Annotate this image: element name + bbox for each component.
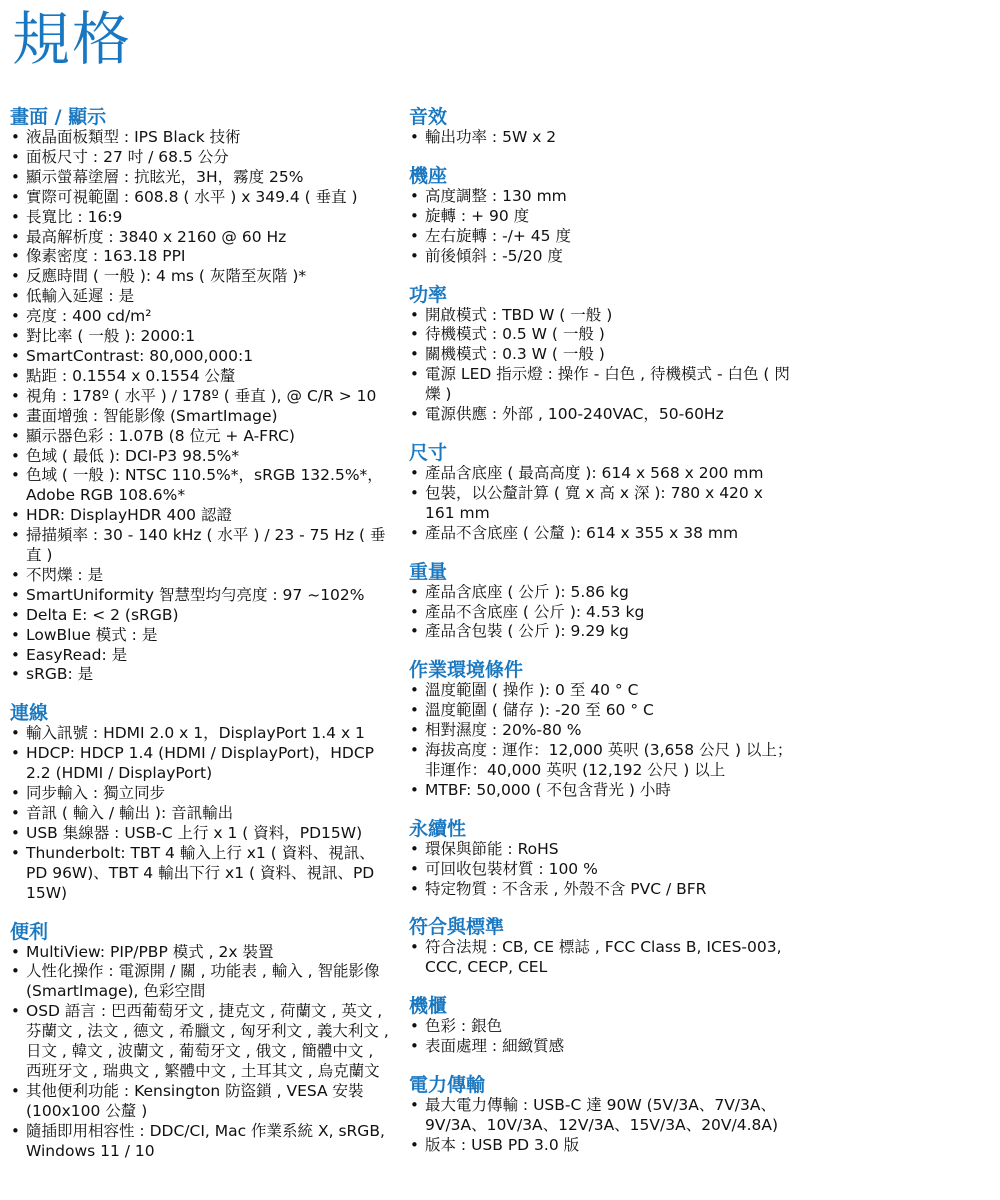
spec-item: • USB 集線器 : USB-C 上行 x 1 ( 資料，PD15W) [10, 824, 392, 844]
spec-item: • 像素密度 : 163.18 PPI [10, 247, 392, 267]
spec-item: • 同步輸入 : 獨立同步 [10, 784, 392, 804]
spec-list [409, 306, 794, 425]
spec-item: • 最高解析度 : 3840 x 2160 @ 60 Hz [10, 228, 392, 248]
section-title: 符合與標準 [409, 916, 505, 939]
spec-item: • 產品不含底座 ( 公釐 ): 614 x 355 x 38 mm [409, 524, 794, 544]
spec-section [409, 165, 794, 267]
left-column [10, 106, 392, 1179]
section-title: 畫面 / 顯示 [10, 106, 107, 128]
spec-section [409, 106, 794, 148]
spec-item: • 反應時間 ( 一般 ): 4 ms ( 灰階至灰階 )* [10, 267, 392, 287]
spec-section [409, 442, 794, 544]
spec-item: • 不閃爍 : 是 [10, 566, 392, 586]
section-title: 功率 [409, 283, 448, 306]
spec-item: • 輸入訊號 : HDMI 2.0 x 1，DisplayPort 1.4 x 1 [10, 724, 392, 744]
spec-item: • 可回收包裝材質 : 100 % [409, 860, 794, 880]
spec-item: • 關機模式 : 0.3 W ( 一般 ) [409, 345, 794, 365]
spec-item: • 點距 : 0.1554 x 0.1554 公釐 [10, 367, 392, 387]
spec-item: • MTBF: 50,000 ( 不包含背光 ) 小時 [409, 781, 794, 801]
spec-item: • 版本 : USB PD 3.0 版 [409, 1136, 794, 1156]
spec-item: • 長寬比 : 16:9 [10, 208, 392, 228]
spec-item: • 掃描頻率 : 30 - 140 kHz ( 水平 ) / 23 - 75 Hz ( 垂直 ) [10, 526, 392, 566]
spec-item: • 產品含包裝 ( 公斤 ): 9.29 kg [409, 622, 794, 642]
spec-list [10, 724, 392, 903]
right-column [409, 106, 794, 1173]
spec-item: • 左右旋轉 : -/+ 45 度 [409, 227, 794, 247]
spec-item: • 溫度範圍 ( 操作 ): 0 至 40 ° C [409, 681, 794, 701]
section-title: 連線 [10, 702, 49, 725]
section-title: 重量 [409, 560, 448, 583]
spec-item: • 環保與節能 : RoHS [409, 840, 794, 860]
spec-item: • 溫度範圍 ( 儲存 ): -20 至 60 ° C [409, 701, 794, 721]
spec-item: • 低輸入延遲 : 是 [10, 287, 392, 307]
spec-section [10, 702, 392, 903]
spec-item: • Delta E: < 2 (sRGB) [10, 606, 392, 626]
spec-section [409, 995, 794, 1057]
spec-item: • 人性化操作 : 電源開 / 關 , 功能表 , 輸入 , 智能影像 (SmartImage), 色彩空間 [10, 962, 392, 1002]
spec-item: • 高度調整 : 130 mm [409, 187, 794, 207]
spec-section [10, 921, 392, 1162]
spec-item: • 亮度 : 400 cd/m² [10, 307, 392, 327]
spec-item: • 液晶面板類型 : IPS Black 技術 [10, 128, 392, 148]
spec-list [409, 464, 794, 544]
spec-section [409, 916, 794, 978]
spec-item: • Thunderbolt: TBT 4 輸入上行 x1 ( 資料、視訊、PD 96W)、TBT 4 輸出下行 x1 ( 資料、視訊、PD 15W) [10, 844, 392, 904]
spec-item: • HDCP: HDCP 1.4 (HDMI / DisplayPort)，HDCP 2.2 (HDMI / DisplayPort) [10, 744, 392, 784]
spec-item: • OSD 語言 : 巴西葡萄牙文 , 捷克文 , 荷蘭文 , 英文 , 芬蘭文 , 法文 , 德文 , 希臘文 , 匈牙利文 , 義大利文 , 日文 , 韓文 , 波蘭文 , 葡萄牙文 , 俄文 , 簡體中文 , 西班牙文 , 瑞典文 , 繁體中文 , 土耳其文 , 烏克蘭文 [10, 1002, 392, 1082]
spec-list [409, 938, 794, 978]
spec-item: • 色彩 : 銀色 [409, 1017, 794, 1037]
spec-section [409, 659, 794, 800]
spec-item: • 待機模式 : 0.5 W ( 一般 ) [409, 325, 794, 345]
spec-list [10, 943, 392, 1162]
spec-item: • 電源供應 : 外部 , 100-240VAC，50-60Hz [409, 405, 794, 425]
spec-item: • EasyRead: 是 [10, 646, 392, 666]
spec-item: • 其他便利功能 : Kensington 防盜鎖 , VESA 安裝 (100x100 公釐 ) [10, 1082, 392, 1122]
spec-item: • 色域 ( 最低 ): DCI-P3 98.5%* [10, 447, 392, 467]
spec-item: • LowBlue 模式 : 是 [10, 626, 392, 646]
spec-item: • HDR: DisplayHDR 400 認證 [10, 506, 392, 526]
spec-item: • 海拔高度 : 運作：12,000 英呎 (3,658 公尺 ) 以上；非運作：40,000 英呎 (12,192 公尺 ) 以上 [409, 741, 794, 781]
spec-section [409, 1074, 794, 1156]
page-title: 規格 [12, 5, 133, 73]
spec-item: • 特定物質 : 不含汞 , 外殼不含 PVC / BFR [409, 880, 794, 900]
spec-item: • 色域 ( 一般 ): NTSC 110.5%*，sRGB 132.5%*，Adobe RGB 108.6%* [10, 466, 392, 506]
spec-section [409, 561, 794, 643]
spec-item: • 畫面增強 : 智能影像 (SmartImage) [10, 407, 392, 427]
spec-list [409, 1017, 794, 1057]
spec-item: • 符合法規 : CB, CE 標誌 , FCC Class B, ICES-003, CCC, CECP, CEL [409, 938, 794, 978]
spec-item: • 視角 : 178º ( 水平 ) / 178º ( 垂直 ), @ C/R > 10 [10, 387, 392, 407]
spec-item: • 面板尺寸 : 27 吋 / 68.5 公分 [10, 148, 392, 168]
spec-item: • 輸出功率 : 5W x 2 [409, 128, 794, 148]
spec-item: • 前後傾斜 : -5/20 度 [409, 247, 794, 267]
spec-item: • 旋轉 : + 90 度 [409, 207, 794, 227]
section-title: 尺寸 [409, 441, 448, 464]
spec-section [10, 106, 392, 685]
spec-item: • 電源 LED 指示燈 : 操作 - 白色 , 待機模式 - 白色 ( 閃爍 ) [409, 365, 794, 405]
spec-item: • 最大電力傳輸 : USB-C 達 90W (5V/3A、7V/3A、9V/3A、10V/3A、12V/3A、15V/3A、20V/4.8A) [409, 1096, 794, 1136]
spec-list [10, 128, 392, 685]
spec-item: • 產品含底座 ( 公斤 ): 5.86 kg [409, 583, 794, 603]
spec-item: • 顯示器色彩 : 1.07B (8 位元 + A-FRC) [10, 427, 392, 447]
spec-item: • 實際可視範圍 : 608.8 ( 水平 ) x 349.4 ( 垂直 ) [10, 188, 392, 208]
spec-item: • 開啟模式 : TBD W ( 一般 ) [409, 306, 794, 326]
spec-item: • 音訊 ( 輸入 / 輸出 ): 音訊輸出 [10, 804, 392, 824]
spec-item: • 顯示螢幕塗層 : 抗眩光，3H，霧度 25% [10, 168, 392, 188]
spec-list [409, 187, 794, 267]
section-title: 永續性 [409, 817, 467, 840]
spec-item: • 產品不含底座 ( 公斤 ): 4.53 kg [409, 603, 794, 623]
spec-list [409, 840, 794, 900]
spec-list [409, 681, 794, 800]
section-title: 音效 [409, 106, 448, 128]
spec-section [409, 818, 794, 900]
spec-section [409, 284, 794, 425]
spec-item: • SmartUniformity 智慧型均勻亮度 : 97 ~102% [10, 586, 392, 606]
spec-item: • 對比率 ( 一般 ): 2000:1 [10, 327, 392, 347]
section-title: 機座 [409, 164, 448, 187]
section-title: 作業環境條件 [409, 659, 524, 682]
section-title: 電力傳輸 [409, 1074, 486, 1097]
spec-item: • 相對濕度 : 20%-80 % [409, 721, 794, 741]
spec-item: • MultiView: PIP/PBP 模式 , 2x 裝置 [10, 943, 392, 963]
spec-item: • sRGB: 是 [10, 665, 392, 685]
spec-list [409, 1096, 794, 1156]
spec-item: • 表面處理 : 細緻質感 [409, 1037, 794, 1057]
spec-item: • 產品含底座 ( 最高高度 ): 614 x 568 x 200 mm [409, 464, 794, 484]
spec-item: • SmartContrast: 80,000,000:1 [10, 347, 392, 367]
section-title: 便利 [10, 920, 49, 943]
spec-list [409, 583, 794, 643]
spec-item: • 包裝，以公釐計算 ( 寬 x 高 x 深 ): 780 x 420 x 161 mm [409, 484, 794, 524]
spec-item: • 隨插即用相容性 : DDC/CI, Mac 作業系統 X, sRGB, Windows 11 / 10 [10, 1122, 392, 1162]
section-title: 機櫃 [409, 995, 448, 1018]
spec-list [409, 128, 794, 148]
